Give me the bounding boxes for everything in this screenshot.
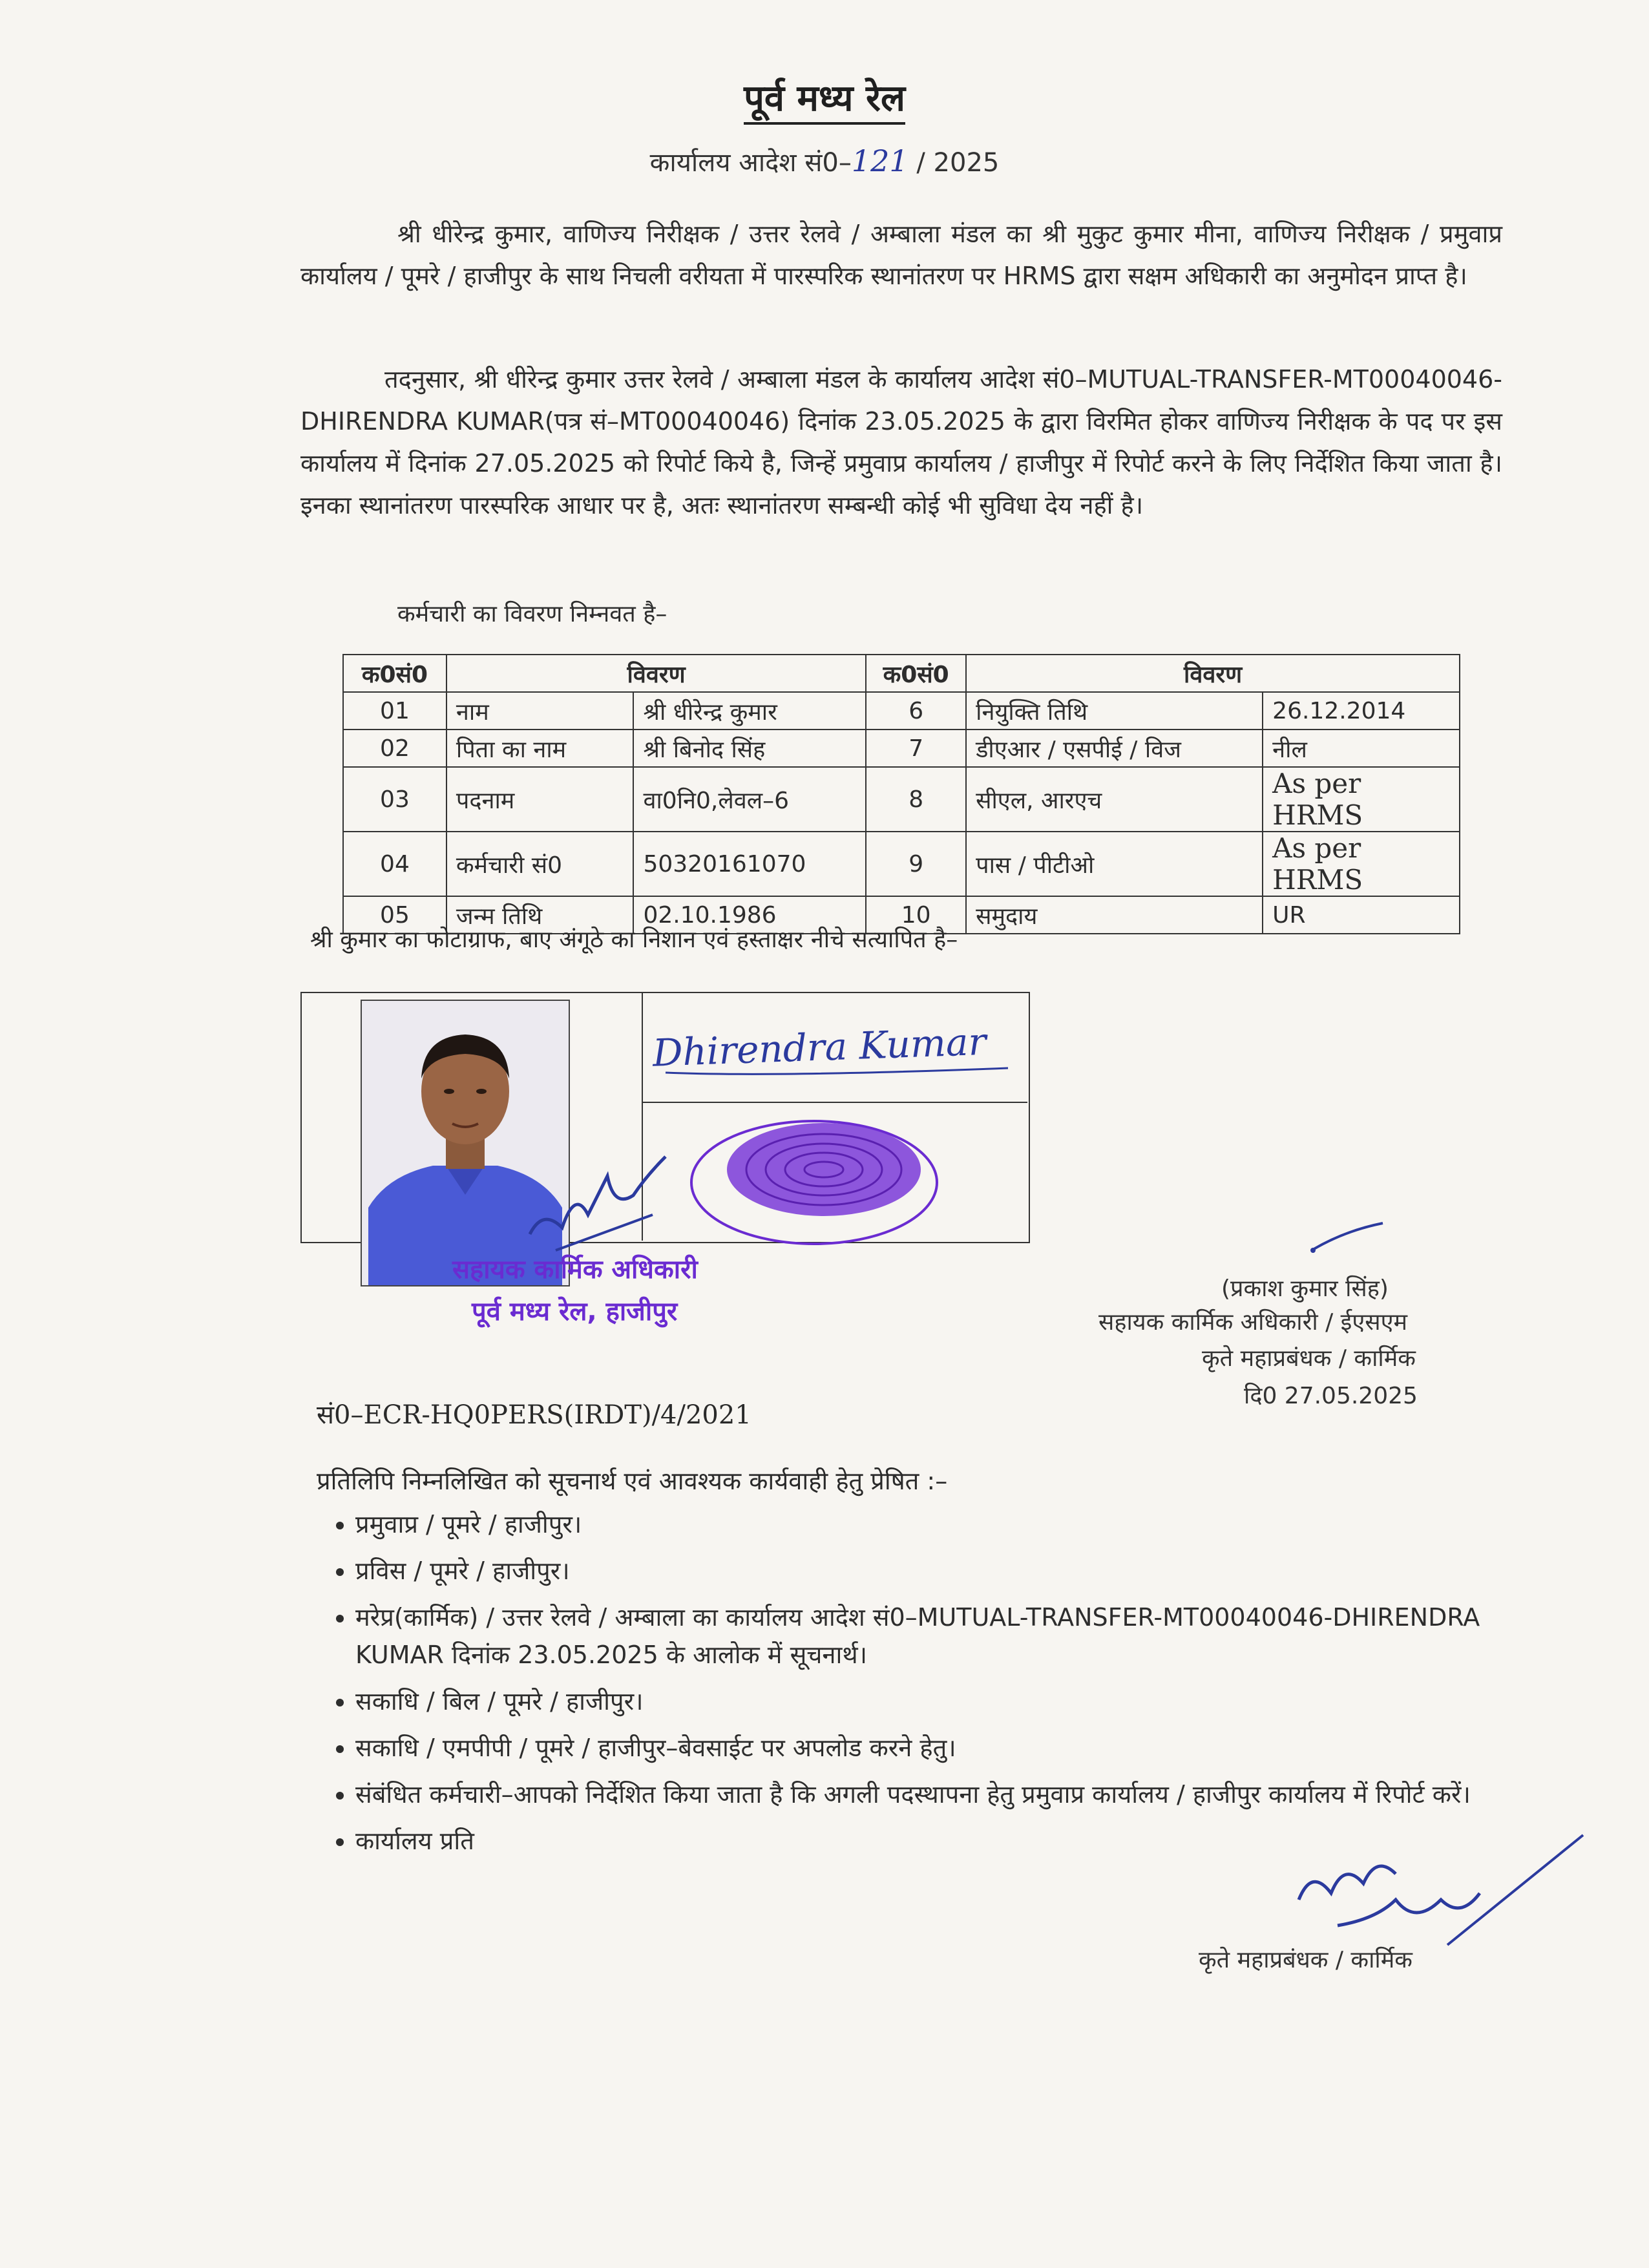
signatory-designation: सहायक कार्मिक अधिकारी / ईएसएम [1098,1309,1408,1336]
reference-number: सं0–ECR-HQ0PERS(IRDT)/4/2021 [317,1400,751,1430]
table-cell: पदनाम [446,767,634,832]
list-item: • कार्यालय प्रति [355,1822,1551,1860]
document-title: पूर्व मध्य रेल [0,72,1649,121]
table-cell: 10 [866,896,966,934]
attestation-text: श्री कुमार का फोटाग्राफ, बाए अंगूठे का निशान एवं हस्ताक्षर नीचे सत्यापित है– [310,927,958,953]
table-row [343,692,1460,730]
table-cell: नील [1263,730,1460,767]
table-cell: कर्मचारी सं0 [446,832,634,896]
table-cell: 8 [866,767,966,832]
list-item: • सकाधि / एमपीपी / पूमरे / हाजीपुर–बेवसाईट पर अपलोड करने हेतु। [355,1729,1551,1767]
table-cell: 05 [343,896,446,934]
specimen-signature: Dhirendra Kumar [651,1019,987,1075]
table-row [343,832,1460,896]
table-cell: 02.10.1986 [633,896,866,934]
table-header: क0सं0 [866,655,966,692]
list-item: • सकाधि / बिल / पूमरे / हाजीपुर। [355,1683,1551,1720]
specimen-signature-area [646,1005,1024,1095]
table-header-row [343,655,1460,692]
attesting-initials [517,1137,685,1266]
list-item: • संबंधित कर्मचारी–आपको निर्देशित किया जाता है कि अगली पदस्थापना हेतु प्रमुवाप्र कार्यालय / हाजीपुर कार्यालय में रिपोर्ट करें। [355,1776,1551,1813]
list-item: • मरेप्र(कार्मिक) / उत्तर रेलवे / अम्बाला का कार्यालय आदेश सं0–MUTUAL-TRANSFER-MT00040046-DHIRENDRA KUMAR दिनांक 23.05.2025 के आलोक में सूचनार्थ। [355,1599,1551,1674]
employee-details-table [342,654,1460,934]
signatory-on-behalf: कृते महाप्रबंधक / कार्मिक [1202,1345,1416,1372]
box-divider [642,1102,1027,1103]
table-cell: 03 [343,767,446,832]
table-cell: श्री धीरेन्द्र कुमार [633,692,866,730]
table-cell: पिता का नाम [446,730,634,767]
table-cell: 7 [866,730,966,767]
table-cell: डीएआर / एसपीई / विज [966,730,1263,767]
table-cell: वा0नि0,लेवल–6 [633,767,866,832]
table-cell: नियुक्ति तिथि [966,692,1263,730]
table-header: विवरण [966,655,1460,692]
thumb-impression [727,1123,921,1216]
paragraph-approval: श्री धीरेन्द्र कुमार, वाणिज्य निरीक्षक / उत्तर रेलवे / अम्बाला मंडल का श्री मुकुट कुमार मीना, वाणिज्य निरीक्षक / प्रमुवाप्र कार्यालय / पूमरे / हाजीपुर के साथ निचली वरीयता में पारस्परिक स्थानांतरण पर HRMS द्वारा सक्षम अधिकारी का अनुमोदन प्राप्त है। [300,220,1502,290]
stamp-office: पूर्व मध्य रेल, हाजीपुर [472,1297,678,1327]
table-cell: 26.12.2014 [1263,692,1460,730]
thumb-impression-area [678,1111,950,1254]
table-cell: 04 [343,832,446,896]
table-cell: 9 [866,832,966,896]
table-cell: श्री बिनोद सिंह [633,730,866,767]
table-cell: पास / पीटीओ [966,832,1263,896]
table-cell: नाम [446,692,634,730]
signatory-name: (प्रकाश कुमार सिंह) [1221,1276,1389,1302]
order-number-line: कार्यालय आदेश सं0–121 / 2025 [649,143,1000,178]
copy-list [317,1506,1551,1869]
list-item: • प्रमुवाप्र / पूमरे / हाजीपुर। [355,1506,1551,1543]
signatory-date: दि0 27.05.2025 [1244,1383,1418,1409]
table-cell: सीएल, आरएच [966,767,1263,832]
signatory-signature [1305,1218,1389,1257]
stamp-designation: सहायक कार्मिक अधिकारी [452,1255,698,1285]
table-cell: As per HRMS [1263,767,1460,832]
table-header: क0सं0 [343,655,446,692]
table-cell: जन्म तिथि [446,896,634,934]
paragraph-details-intro: कर्मचारी का विवरण निम्नवत है– [397,601,667,627]
table-cell: As per HRMS [1263,832,1460,896]
table-cell: UR [1263,896,1460,934]
table-header: विवरण [446,655,866,692]
table-cell: 01 [343,692,446,730]
table-cell: 50320161070 [633,832,866,896]
list-item: • प्रविस / पूमरे / हाजीपुर। [355,1552,1551,1590]
table-cell: 6 [866,692,966,730]
copy-intro: प्रतिलिपि निम्नलिखित को सूचनार्थ एवं आवश्यक कार्यवाही हेतु प्रेषित :– [317,1467,948,1495]
bottom-on-behalf: कृते महाप्रबंधक / कार्मिक [1199,1947,1413,1973]
table-cell: 02 [343,730,446,767]
handwritten-order-number: 121 [851,143,909,178]
table-row [343,767,1460,832]
paragraph-reporting: तदनुसार, श्री धीरेन्द्र कुमार उत्तर रेलवे / अम्बाला मंडल के कार्यालय आदेश सं0–MUTUAL-TRANSFER-MT00040046-DHIRENDRA KUMAR(पत्र सं–MT00040046) दिनांक 23.05.2025 के द्वारा विरमित होकर वाणिज्य निरीक्षक के पद पर इस कार्यालय में दिनांक 27.05.2025 को रिपोर्ट किये है, जिन्हें प्रमुवाप्र कार्यालय / हाजीपुर में रिपोर्ट करने के लिए निर्देशित किया जाता है। इनका स्थानांतरण पारस्परिक आधार पर है, अतः स्थानांतरण सम्बन्धी कोई भी सुविधा देय नहीं है। [300,365,1502,520]
table-cell: समुदाय [966,896,1263,934]
table-row [343,730,1460,767]
